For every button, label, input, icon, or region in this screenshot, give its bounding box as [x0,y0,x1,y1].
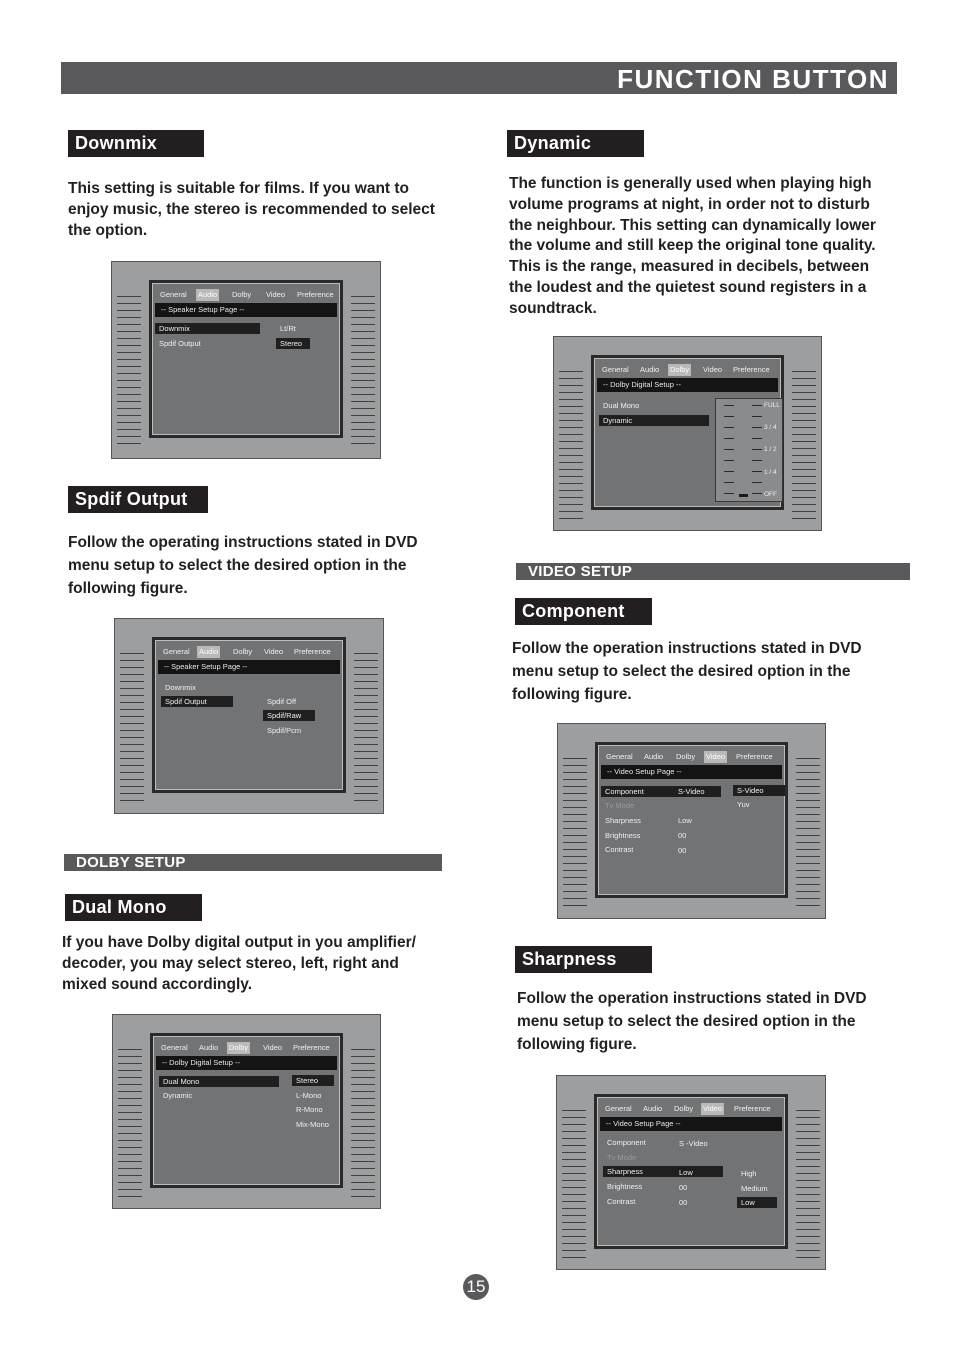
component-description [512,638,902,706]
text-line: enjoy music, the stereo is recommended to select [68,200,435,218]
speaker-grille [796,758,820,908]
menu-item: Spdif Output [159,339,201,348]
text-line: menu setup to select the desired option in the [517,1012,856,1030]
menu-item: Sharpness [603,1166,723,1177]
speaker-grille [562,1110,586,1259]
tab-general: General [606,752,633,761]
menu-item: Tv Mode [607,1153,637,1162]
text-line: This is the range, measured in decibels, between [509,258,870,276]
downmix-heading: Downmix [68,130,204,157]
tab-dolby: Dolby [233,647,253,656]
menu-item: Dual Mono [603,401,640,410]
menu-option: Stereo [292,1075,334,1086]
tab-dolby: Dolby [676,752,696,761]
tab-audio: Audio [199,647,219,656]
text-line: decoder, you may select stereo, left, right and [62,954,399,972]
osd-screen [595,742,788,898]
osd-screen [152,637,346,793]
dynamic-description [509,174,899,320]
tab-preference: Preference [293,1043,330,1052]
dual-mono-heading: Dual Mono [65,894,202,921]
speaker-grille [118,1049,142,1198]
menu-item: Component [607,1138,646,1147]
menu-item: Downmix [155,323,260,334]
downmix-figure [111,261,381,459]
osd-page-title: -- Speaker Setup Page -- [155,303,337,317]
osd-page-title: -- Dolby Digital Setup -- [156,1056,337,1070]
tab-general: General [161,1043,188,1052]
menu-item: Dynamic [599,415,709,426]
tab-general: General [605,1104,632,1113]
tab-preference: Preference [297,290,334,299]
osd-screen [150,1033,343,1188]
tab-video: Video [266,290,286,299]
tab-audio: Audio [643,1104,663,1113]
scale-label: OFF [764,491,777,498]
osd-screen [591,355,784,510]
speaker-grille [351,1049,375,1198]
tab-dolby: Dolby [674,1104,694,1113]
menu-value: 00 [678,831,687,840]
menu-value: S -Video [679,1139,708,1148]
menu-tabs [161,646,337,658]
osd-page-title: -- Dolby Digital Setup -- [597,378,778,392]
menu-tabs [603,1103,779,1115]
tab-dolby: Dolby [670,365,690,374]
scale-label: 1 / 4 [764,469,777,476]
dual-mono-description [62,933,452,995]
menu-item: Component [601,786,721,797]
speaker-grille [796,1110,820,1259]
menu-value: 00 [679,1183,688,1192]
header-banner [61,62,897,94]
text-line: following figure. [512,685,632,703]
speaker-grille [351,296,375,448]
spdif-heading: Spdif Output [68,486,208,513]
menu-value: 00 [679,1198,688,1207]
text-line: mixed sound accordingly. [62,975,253,993]
scale-label: FULL [764,402,780,409]
tab-audio: Audio [644,752,664,761]
menu-value: 00 [678,846,687,855]
tab-video: Video [263,1043,283,1052]
menu-item: Brightness [605,831,641,840]
tab-video: Video [703,1104,723,1113]
tab-dolby: Dolby [232,290,252,299]
text-line: following figure. [517,1035,637,1053]
dynamic-figure [553,336,822,531]
menu-option: R-Mono [296,1105,323,1114]
speaker-grille [559,371,583,520]
dynamic-heading: Dynamic [507,130,644,157]
speaker-grille [354,653,378,803]
sharpness-description [517,988,907,1056]
menu-option: S-Video [733,785,785,796]
text-line: the volume and still keep the original tone quality. [509,237,876,255]
component-heading: Component [515,598,652,625]
menu-option: Spdif Off [267,697,297,706]
text-line: menu setup to select the desired option in the [68,556,407,574]
menu-tabs [159,1042,334,1054]
page-title: FUNCTION BUTTON [617,64,889,94]
tab-video: Video [264,647,284,656]
tab-video: Video [703,365,723,374]
tab-preference: Preference [736,752,773,761]
menu-item: Dynamic [163,1091,193,1100]
menu-option: Medium [741,1184,768,1193]
component-figure [557,723,826,919]
dynamic-range-slider [715,398,783,502]
spdif-description [68,532,448,600]
tab-audio: Audio [199,1043,219,1052]
text-line: Follow the operating instructions stated in DVD [68,534,418,551]
menu-tabs [604,751,779,763]
tab-audio: Audio [198,290,218,299]
menu-item: Downmix [165,683,196,692]
menu-value: Low [679,1168,693,1177]
video-setup-bar: VIDEO SETUP [516,563,910,580]
dolby-setup-bar: DOLBY SETUP [64,854,442,871]
tab-video: Video [706,752,726,761]
menu-option: Spdif/Raw [263,710,315,721]
menu-option: Low [737,1197,777,1208]
text-line: the neighbour. This setting can dynamically lower [509,216,876,234]
menu-tabs [600,364,775,376]
dual-mono-figure [112,1014,381,1209]
speaker-grille [563,758,587,908]
menu-item: Spdif Output [161,696,233,707]
menu-value: S-Video [678,787,705,796]
tab-preference: Preference [733,365,770,374]
tab-general: General [160,290,187,299]
slider-knob [739,494,748,497]
text-line: Follow the operation instructions stated in DVD [512,640,862,657]
tab-preference: Preference [734,1104,771,1113]
menu-item: Tv Mode [605,801,635,810]
text-line: The function is generally used when playing high [509,175,872,192]
tab-dolby: Dolby [229,1043,249,1052]
menu-item: Brightness [607,1182,643,1191]
page-number: 15 [463,1274,489,1300]
menu-value: Stereo [276,338,310,349]
menu-option: Mix-Mono [296,1120,329,1129]
text-line: menu setup to select the desired option in the [512,662,851,680]
tab-general: General [602,365,629,374]
downmix-description [68,179,448,241]
text-line: soundtrack. [509,299,597,317]
menu-item: Contrast [605,845,634,854]
tab-audio: Audio [640,365,660,374]
speaker-grille [117,296,141,448]
scale-label: 3 / 4 [764,424,777,431]
tab-preference: Preference [294,647,331,656]
menu-item: Contrast [607,1197,636,1206]
text-line: the option. [68,221,148,239]
speaker-grille [792,371,816,520]
menu-item: Dual Mono [159,1076,279,1087]
menu-value: Lt/Rt [280,324,296,333]
scale-label: 1 / 2 [764,446,777,453]
menu-item: Sharpness [605,816,641,825]
sharpness-heading: Sharpness [515,946,652,973]
tab-general: General [163,647,190,656]
text-line: following figure. [68,579,188,597]
osd-screen [149,280,343,438]
osd-page-title: -- Speaker Setup Page -- [158,660,340,674]
osd-screen [594,1094,788,1249]
text-line: Follow the operation instructions stated in DVD [517,990,867,1007]
menu-option: Spdif/Pcm [267,726,302,735]
text-line: If you have Dolby digital output in you amplifier/ [62,934,416,951]
menu-value: Low [678,816,692,825]
spdif-figure [114,618,384,814]
sharpness-figure [556,1075,826,1270]
menu-option: Yuv [737,800,750,809]
menu-tabs [158,289,334,301]
text-line: volume programs at night, in order not to disturb [509,195,870,213]
menu-option: High [741,1169,757,1178]
osd-page-title: -- Video Setup Page -- [601,765,782,779]
osd-page-title: -- Video Setup Page -- [600,1117,782,1131]
menu-option: L-Mono [296,1091,322,1100]
text-line: This setting is suitable for films. If you want to [68,180,410,197]
text-line: the loudest and the quietest sound registers in a [509,278,867,296]
speaker-grille [120,653,144,803]
